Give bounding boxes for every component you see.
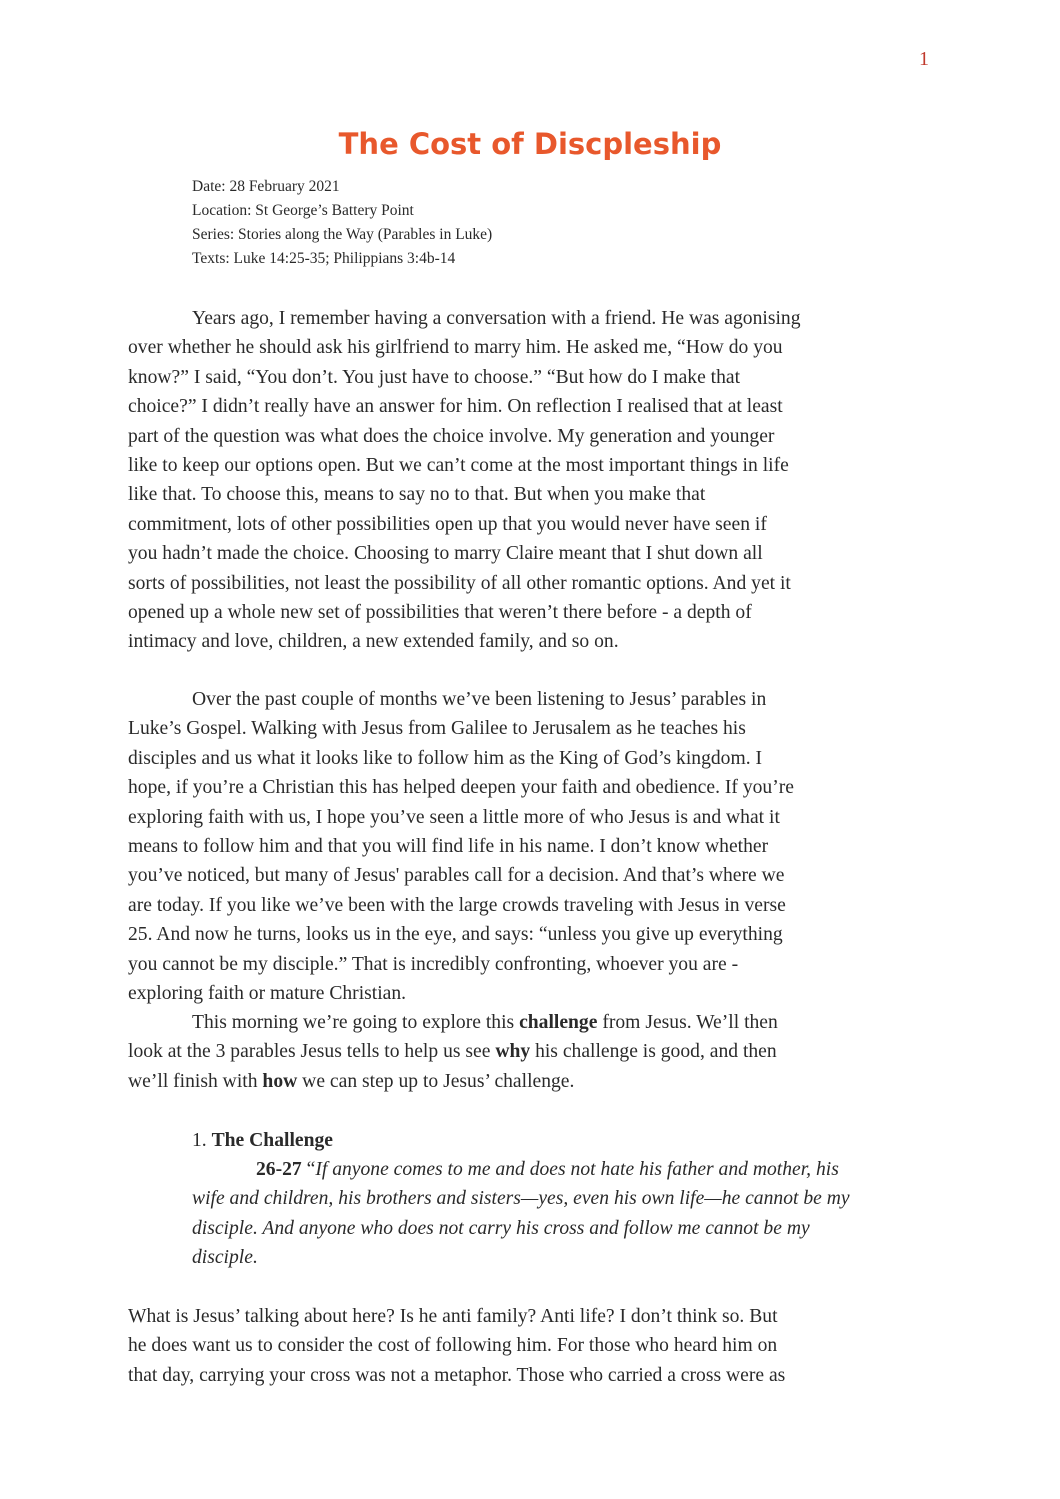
paragraph-line: This morning we’re going to explore this challenge from Jesus. We’ll then bbox=[192, 1012, 778, 1033]
section-title: The Challenge bbox=[211, 1130, 333, 1151]
paragraph-line: 25. And now he turns, looks us in the eye, and says: “unless you give up everything bbox=[128, 924, 783, 946]
sermon-metadata bbox=[192, 175, 892, 271]
paragraph-line: exploring faith or mature Christian. bbox=[128, 983, 407, 1005]
paragraph-line: disciples and us what it looks like to follow him as the King of God’s kingdom. I bbox=[128, 747, 763, 769]
section-number: 1. bbox=[192, 1130, 212, 1151]
paragraph-line: he does want us to consider the cost of following him. For those who heard him on bbox=[128, 1335, 778, 1357]
quote-line: wife and children, his brothers and sisters—yes, even his own life—he cannot be my bbox=[192, 1188, 850, 1210]
paragraph-reflection bbox=[128, 1302, 948, 1390]
paragraph-line: we’ll finish with how we can step up to Jesus’ challenge. bbox=[128, 1070, 575, 1092]
paragraph-line: What is Jesus’ talking about here? Is he anti family? Anti life? I don’t think so. But bbox=[128, 1306, 778, 1327]
paragraph-line: know?” I said, “You don’t. You just have to choose.” “But how do I make that bbox=[128, 366, 741, 388]
meta-date: Date: 28 February 2021 bbox=[192, 178, 340, 195]
emphasis-how: how bbox=[262, 1070, 298, 1092]
paragraph-line: are today. If you like we’ve been with the large crowds traveling with Jesus in verse bbox=[128, 894, 786, 916]
emphasis-challenge: challenge bbox=[519, 1012, 598, 1033]
page-title: The Cost of Discpleship bbox=[338, 127, 722, 161]
page-number: 1 bbox=[919, 48, 929, 70]
quote-line: disciple. And anyone who does not carry his cross and follow me cannot be my bbox=[192, 1217, 810, 1239]
verse-reference: 26-27 bbox=[256, 1159, 302, 1180]
paragraph-line: commitment, lots of other possibilities open up that you would never have seen if bbox=[128, 513, 767, 535]
quote-line: 26-27 “If anyone comes to me and does not hate his father and mother, his bbox=[256, 1159, 839, 1180]
meta-location: Location: St George’s Battery Point bbox=[192, 202, 414, 219]
paragraph-line: means to follow him and that you will find life in his name. I don’t know whether bbox=[128, 836, 769, 858]
paragraph-line: exploring faith with us, I hope you’ve seen a little more of who Jesus is and what it bbox=[128, 806, 780, 828]
paragraph-line: hope, if you’re a Christian this has helped deepen your faith and obedience. If you’re bbox=[128, 777, 794, 799]
paragraph-line: intimacy and love, children, a new extended family, and so on. bbox=[128, 631, 619, 653]
paragraph-line: you cannot be my disciple.” That is incredibly confronting, whoever you are - bbox=[128, 953, 739, 975]
paragraph-intro bbox=[128, 304, 948, 657]
paragraph-line: choice?” I didn’t really have an answer for him. On reflection I realised that at least bbox=[128, 396, 783, 418]
paragraph-line: like that. To choose this, means to say no to that. But when you make that bbox=[128, 484, 706, 506]
paragraph-line: you’ve noticed, but many of Jesus' parables call for a decision. And that’s where we bbox=[128, 865, 785, 887]
meta-series: Series: Stories along the Way (Parables in Luke) bbox=[192, 226, 493, 243]
paragraph-line: Years ago, I remember having a conversation with a friend. He was agonising bbox=[192, 308, 801, 329]
paragraph-line: opened up a whole new set of possibilities that weren’t there before - a depth of bbox=[128, 602, 752, 624]
paragraph-line: sorts of possibilities, not least the possibility of all other romantic options. And yet it bbox=[128, 572, 791, 594]
scripture-quote bbox=[192, 1155, 932, 1273]
section-heading bbox=[192, 1126, 333, 1155]
paragraph-outline bbox=[128, 1008, 948, 1096]
paragraph-line: like to keep our options open. But we can’t come at the most important things in life bbox=[128, 455, 789, 477]
paragraph-line: Over the past couple of months we’ve been listening to Jesus’ parables in bbox=[192, 689, 767, 710]
paragraph-parables bbox=[128, 685, 948, 1008]
paragraph-line: Luke’s Gospel. Walking with Jesus from Galilee to Jerusalem as he teaches his bbox=[128, 718, 746, 740]
quote-line: disciple. bbox=[192, 1247, 258, 1269]
paragraph-line: you hadn’t made the choice. Choosing to marry Claire meant that I shut down all bbox=[128, 543, 763, 565]
paragraph-line: part of the question was what does the choice involve. My generation and younger bbox=[128, 425, 775, 447]
meta-texts: Texts: Luke 14:25-35; Philippians 3:4b-14 bbox=[192, 250, 456, 267]
paragraph-line: that day, carrying your cross was not a metaphor. Those who carried a cross were as bbox=[128, 1364, 786, 1386]
paragraph-line: over whether he should ask his girlfriend to marry him. He asked me, “How do you bbox=[128, 337, 783, 359]
emphasis-why: why bbox=[495, 1041, 531, 1063]
paragraph-line: look at the 3 parables Jesus tells to help us see why his challenge is good, and then bbox=[128, 1041, 777, 1063]
